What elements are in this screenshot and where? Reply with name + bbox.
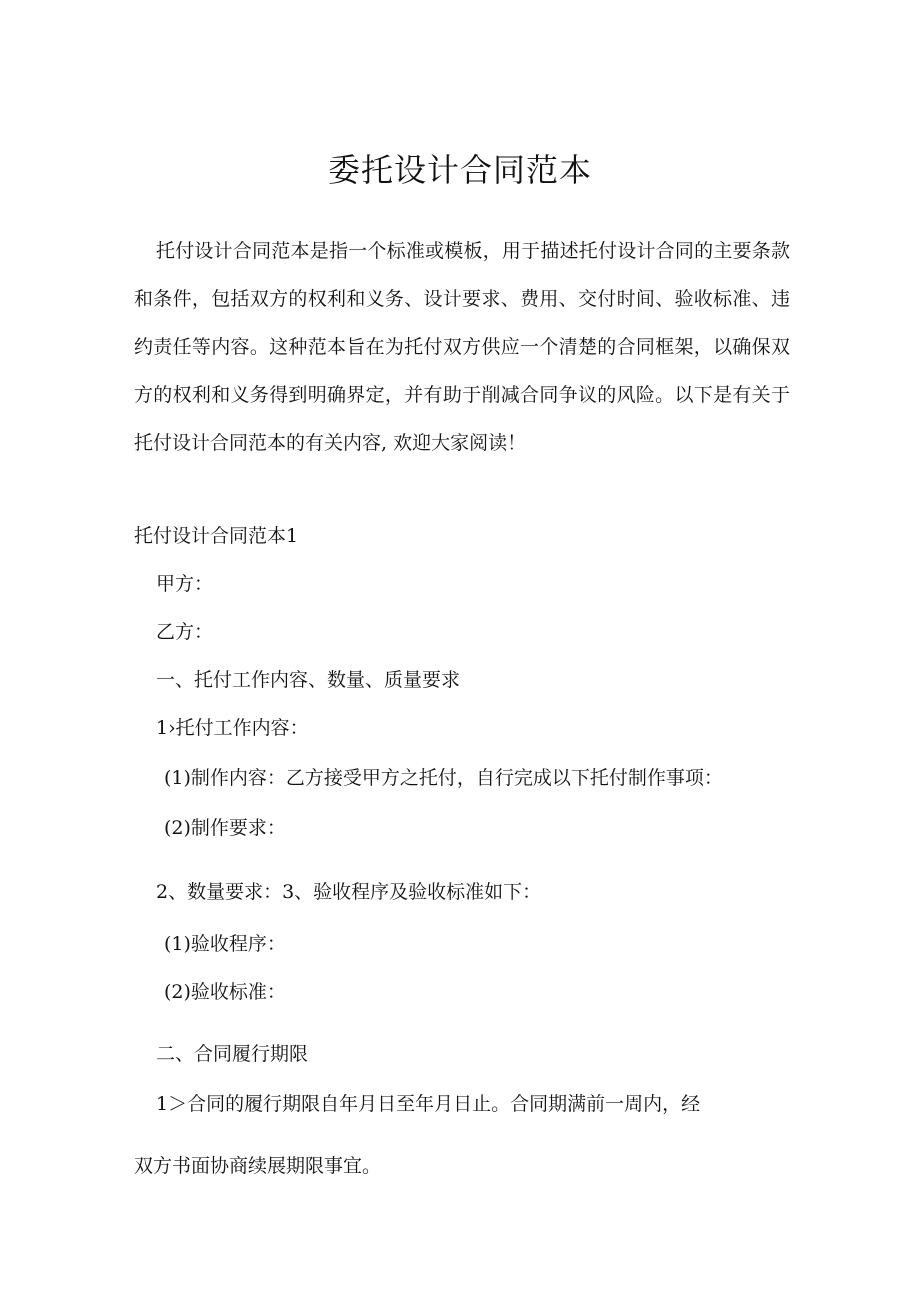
term-clause-1-continued: 双方书面协商续展期限事宜。 xyxy=(134,1155,382,1177)
item-production-requirements: (2)制作要求： xyxy=(164,817,286,839)
heading-work-content: 一、托付工作内容、数量、质量要求 xyxy=(156,669,461,691)
item-acceptance-standard: (2)验收标准： xyxy=(164,981,286,1003)
party-a-line: 甲方： xyxy=(156,573,214,595)
item-production-content: (1)制作内容：乙方接受甲方之托付，自行完成以下托付制作事项： xyxy=(164,767,723,789)
item-work-content: 1›托付工作内容： xyxy=(156,717,309,739)
item-quantity-acceptance: 2、数量要求：3、验收程序及验收标准如下： xyxy=(156,881,542,903)
item-acceptance-procedure: (1)验收程序： xyxy=(164,933,286,955)
heading-contract-term: 二、合同履行期限 xyxy=(156,1043,309,1065)
intro-paragraph: 托付设计合同范本是指一个标准或模板，用于描述托付设计合同的主要条款和条件，包括双方的权利和义务、设计要求、费用、交付时间、验收标准、违约责任等内容。这种范本旨在为托付双方供应一个清楚的合同框架，以确保双方的权利和义务得到明确界定，并有助于削减合同争议的风险。以下是有关于托付设计合同范本的有关内容, 欢迎大家阅读！ xyxy=(134,240,790,454)
section-title: 托付设计合同范本1 xyxy=(134,525,299,547)
term-clause-1: 1＞合同的履行期限自年月日至年月日止。合同期满前一周内，经 xyxy=(156,1093,701,1115)
document-title: 委托设计合同范本 xyxy=(327,151,592,189)
party-b-line: 乙方： xyxy=(156,621,214,643)
